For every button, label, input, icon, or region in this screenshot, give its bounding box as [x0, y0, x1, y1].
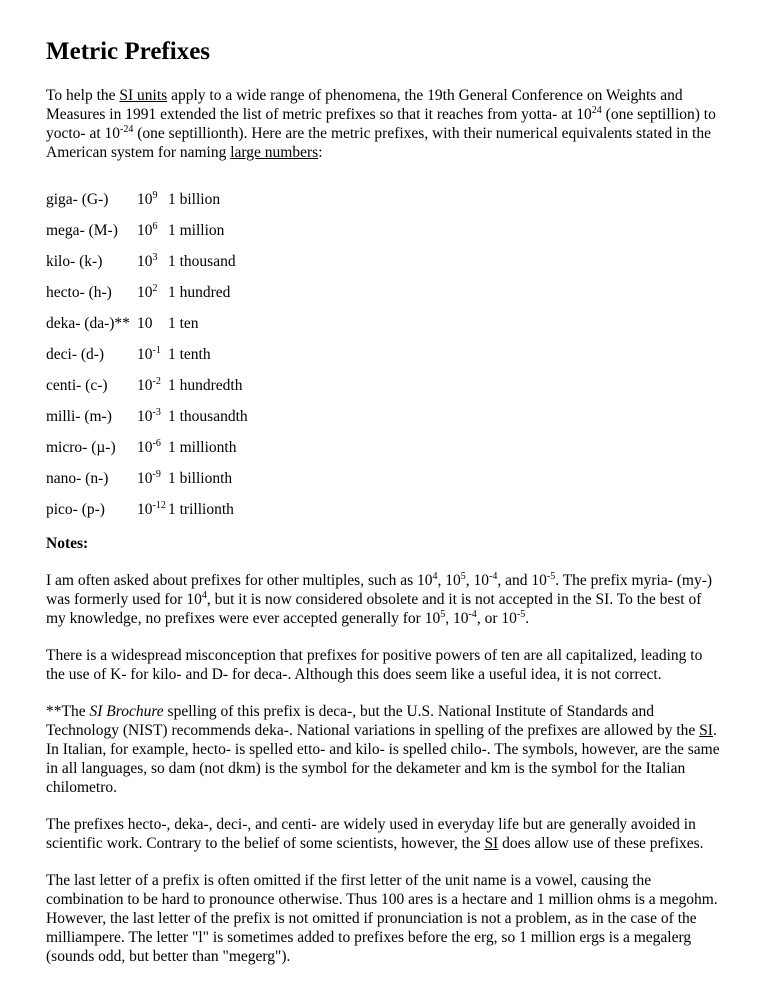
prefix-power: $10^{-2}$ — [137, 376, 161, 394]
prefix-name: hecto- (h-) — [46, 284, 112, 301]
prefix-row — [46, 215, 248, 246]
si-link[interactable]: SI — [699, 722, 713, 739]
prefix-row — [46, 246, 248, 277]
prefix-value: 1 tenth — [168, 346, 211, 363]
prefix-table — [46, 184, 248, 525]
prefix-row — [46, 370, 248, 401]
prefix-power: $10^{-3}$ — [137, 407, 161, 425]
prefix-name: kilo- (k-) — [46, 253, 103, 270]
prefix-power: $10^{-12}$ — [137, 500, 166, 518]
prefix-power: $10^3$ — [137, 252, 158, 270]
prefix-power: $10^6$ — [137, 221, 158, 239]
note-paragraph-usage: The prefixes hecto-, deka-, deci-, and centi- are widely used in everyday life but are generally avoided in scientific work. Contrary to the belief of some scientists, however, the SI does allow use of these prefixes. — [46, 816, 704, 852]
prefix-value: 1 hundredth — [168, 377, 243, 394]
prefix-row — [46, 339, 248, 370]
prefix-value: 1 million — [168, 222, 225, 239]
prefix-power: $10^{-1}$ — [137, 345, 161, 363]
prefix-power: $10^{-9}$ — [137, 469, 161, 487]
prefix-name: mega- (M-) — [46, 222, 118, 239]
notes-heading: Notes: — [46, 535, 89, 552]
prefix-name: nano- (n-) — [46, 470, 109, 487]
si-units-link[interactable]: SI units — [119, 87, 168, 104]
note-paragraph-omission: The last letter of a prefix is often omitted if the first letter of the unit name is a vowel, causing the combination to be hard to pronounce otherwise. Thus 100 ares is a hectare and 1 million ohms is a megohm. However, the last letter of the prefix is not omitted if pronunciation is not a problem, as in the case of the milliampere. The letter "l" is sometimes added to prefixes before the erg, so 1 million ergs is a megalerg (sounds odd, but better than "megerg"). — [46, 872, 718, 965]
si-link-2[interactable]: SI — [484, 835, 499, 852]
prefix-value: 1 ten — [168, 315, 199, 332]
note-paragraph-capitalization: There is a widespread misconception that prefixes for positive powers of ten are all capitalized, leading to the use of K- for kilo- and D- for deca-. Although this does seem like a useful idea, it is not correct. — [46, 647, 703, 683]
prefix-row — [46, 277, 248, 308]
prefix-value: 1 thousandth — [168, 408, 248, 425]
prefix-row — [46, 432, 248, 463]
prefix-name: pico- (p-) — [46, 501, 105, 518]
prefix-name: giga- (G-) — [46, 191, 109, 208]
prefix-row — [46, 463, 248, 494]
prefix-power: $10^{-6}$ — [137, 438, 161, 456]
prefix-value: 1 billionth — [168, 470, 233, 487]
prefix-name: micro- (µ-) — [46, 439, 116, 456]
prefix-power: 10 — [137, 315, 153, 332]
note-paragraph-spelling: **The SI Brochure spelling of this prefix is deca-, but the U.S. National Institute of Standards and Technology (NIST) recommends deka-. National variations in spelling of the prefixes are allowed by the SI. In Italian, for example, hecto- is spelled etto- and kilo- is spelled chilo-. The symbols, however, are the same in all languages, so dam (not dkm) is the symbol for the dekameter and km is the symbol for the Italian chilometro. — [46, 703, 720, 796]
note-paragraph-multiples: I am often asked about prefixes for other multiples, such as $10^4$, $10^5$, $10^{-4}$, and $10^{-5}$. The prefix myria- (my-) was formerly used for $10^4$, but it is now considered obsolete and it is not accepted in the SI. To the best of my knowledge, no prefixes were ever accepted generally for $10^5$, $10^{-4}$, or $10^{-5}$. — [46, 571, 713, 627]
prefix-row — [46, 401, 248, 432]
intro-paragraph: To help the SI units apply to a wide range of phenomena, the 19th General Conference on Weights and Measures in 1991 extended the list of metric prefixes so that it reaches from yotta- at $10^{24}$ (one septillion) to yocto- at $10^{-24}$ (one septillionth). Here are the metric prefixes, with their numerical equivalents stated in the American system for naming large numbers: — [46, 87, 716, 161]
prefix-row — [46, 308, 248, 339]
prefix-power: $10^2$ — [137, 283, 158, 301]
prefix-row — [46, 184, 248, 215]
prefix-power: $10^9$ — [137, 190, 158, 208]
prefix-name: milli- (m-) — [46, 408, 112, 425]
si-brochure-title: SI Brochure — [89, 703, 164, 720]
large-numbers-link[interactable]: large numbers — [230, 144, 319, 161]
prefix-value: 1 thousand — [168, 253, 236, 270]
prefix-value: 1 millionth — [168, 439, 237, 456]
prefix-name: deci- (d-) — [46, 346, 105, 363]
prefix-value: 1 hundred — [168, 284, 231, 301]
prefix-name: centi- (c-) — [46, 377, 108, 394]
prefix-name: deka- (da-)** — [46, 315, 130, 332]
prefix-row — [46, 494, 248, 525]
page-title: Metric Prefixes — [46, 38, 211, 65]
prefix-value: 1 billion — [168, 191, 221, 208]
prefix-value: 1 trillionth — [168, 501, 234, 518]
